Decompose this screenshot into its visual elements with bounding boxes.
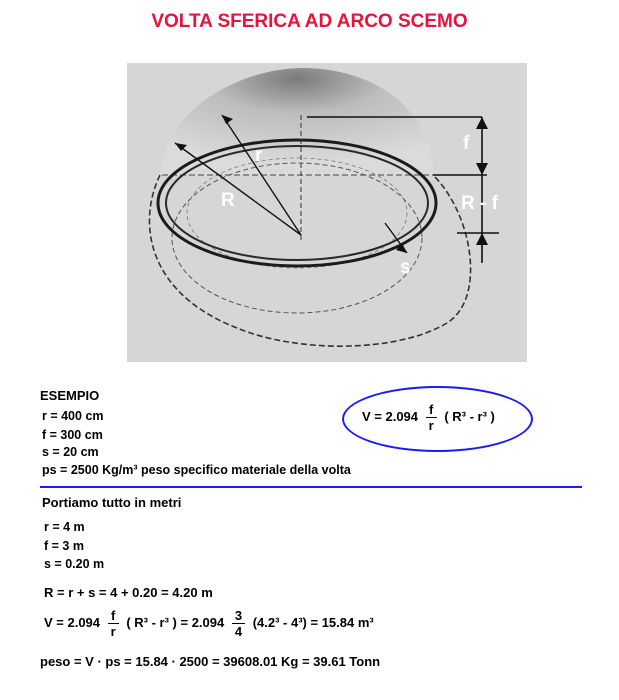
esempio-heading: ESEMPIO: [40, 388, 100, 403]
formula-num: f: [426, 402, 437, 418]
inner-dashed-ring: [172, 163, 422, 313]
label-s: s: [400, 257, 411, 278]
calc-part-a: V = 2.094: [44, 614, 101, 630]
page-title: VOLTA SFERICA AD ARCO SCEMO: [151, 11, 468, 32]
formula-fraction: [426, 402, 437, 433]
weight-calculation: peso = V · ps = 15.84 · 2500 = 39608.01 Kg = 39.61 Tonn: [40, 654, 381, 669]
calc-fraction-2: [232, 608, 245, 639]
metri-line: f = 3 m: [44, 539, 84, 553]
label-r: r: [255, 145, 263, 166]
calc-f2-den: 4: [234, 624, 243, 639]
formula-lhs: V = 2.094: [362, 408, 419, 424]
calc-f2-num: 3: [232, 608, 245, 624]
calc-part-c: (4.2³ - 4³) = 15.84 m³: [252, 614, 374, 630]
label-R: R: [221, 190, 235, 211]
divider: [40, 486, 582, 488]
volume-formula: [362, 402, 495, 433]
esempio-line: ps = 2500 Kg/m³ peso specifico materiale della volta: [42, 463, 351, 477]
calc-fraction-1: [108, 608, 119, 639]
metri-line: r = 4 m: [44, 520, 85, 534]
formula-rhs: ( R³ - r³ ): [444, 408, 495, 424]
dome-illustration: [127, 63, 527, 362]
esempio-line: f = 300 cm: [42, 428, 103, 442]
formula-den: r: [428, 418, 434, 433]
esempio-line: r = 400 cm: [42, 409, 104, 423]
dome-diagram: [127, 63, 527, 362]
calc-f1-num: f: [108, 608, 119, 624]
volume-calculation: [44, 608, 374, 639]
R-computation: R = r + s = 4 + 0.20 = 4.20 m: [44, 585, 213, 600]
label-f: f: [463, 133, 470, 154]
esempio-line: s = 20 cm: [42, 445, 99, 459]
metri-heading: Portiamo tutto in metri: [42, 495, 182, 510]
metri-line: s = 0.20 m: [44, 557, 105, 571]
calc-f1-den: r: [110, 624, 116, 639]
calc-part-b: ( R³ - r³ ) = 2.094: [126, 614, 225, 630]
label-R-minus-f: R - f: [461, 193, 498, 214]
